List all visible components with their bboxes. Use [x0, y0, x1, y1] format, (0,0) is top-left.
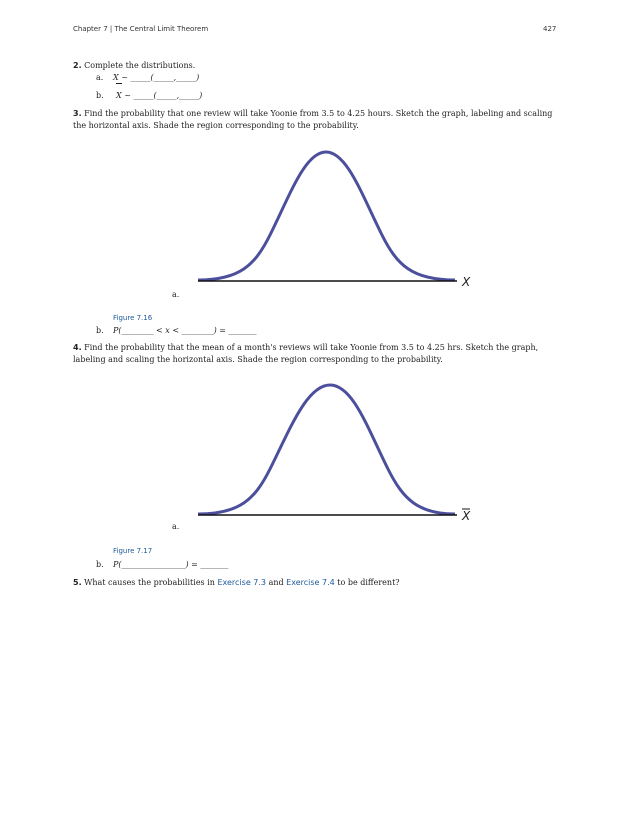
question-5-number: 5.	[73, 578, 82, 587]
figure-7-17-caption: Figure 7.17	[113, 547, 153, 555]
exercise-7-3-link[interactable]: Exercise 7.3	[217, 578, 267, 587]
exercise-7-4-link[interactable]: Exercise 7.4	[286, 578, 335, 587]
page-number: 427	[543, 25, 557, 33]
q2-part-b-expression: X ~ _____(_____,_____)	[116, 91, 203, 100]
question-4	[73, 342, 558, 366]
axis-label-xbar: X	[462, 509, 471, 523]
question-5-text-after: to be different?	[337, 578, 400, 587]
running-header: Chapter 7 | The Central Limit Theorem	[73, 25, 209, 33]
axis-label-x: X	[462, 275, 471, 289]
question-5-text-mid: and	[268, 578, 284, 587]
question-5	[73, 577, 558, 589]
question-4-text: Find the probability that the mean of a month's reviews will take Yoonie from 3.5 to 4.25 hrs. Sketch the graph, labeling and scaling the horizontal axis. Shade the region corresponding to the probability.	[73, 343, 539, 364]
q4-part-b-expression: P(________________) = _______	[113, 560, 229, 569]
q2-part-a-expression: X ~ _____(_____,_____)	[113, 73, 200, 82]
question-2-number: 2.	[73, 61, 82, 70]
normal-curve-1	[198, 152, 455, 280]
question-3-number: 3.	[73, 109, 82, 118]
figure-7-17-graph	[198, 385, 470, 515]
q2-part-b-label: b.	[96, 91, 104, 100]
q3-part-b-expression: P(________ < x < ________) = _______	[113, 326, 257, 335]
question-4-number: 4.	[73, 343, 82, 352]
normal-curve-2	[198, 385, 455, 514]
question-5-text-before: What causes the probabilities in	[84, 578, 215, 587]
q2-part-a-label: a.	[96, 73, 104, 82]
question-2-text: Complete the distributions.	[84, 61, 196, 70]
figure-7-16-caption: Figure 7.16	[113, 314, 153, 322]
q3-part-a-label: a.	[172, 290, 180, 299]
q4-part-a-label: a.	[172, 522, 180, 531]
question-3-text: Find the probability that one review will take Yoonie from 3.5 to 4.25 hours. Sketch the graph, labeling and scaling the horizontal axis. Shade the region corresponding to the probability.	[73, 109, 553, 130]
q4-part-b-label: b.	[96, 560, 104, 569]
figure-7-16-graph	[198, 152, 457, 281]
q3-part-b-label: b.	[96, 326, 104, 335]
